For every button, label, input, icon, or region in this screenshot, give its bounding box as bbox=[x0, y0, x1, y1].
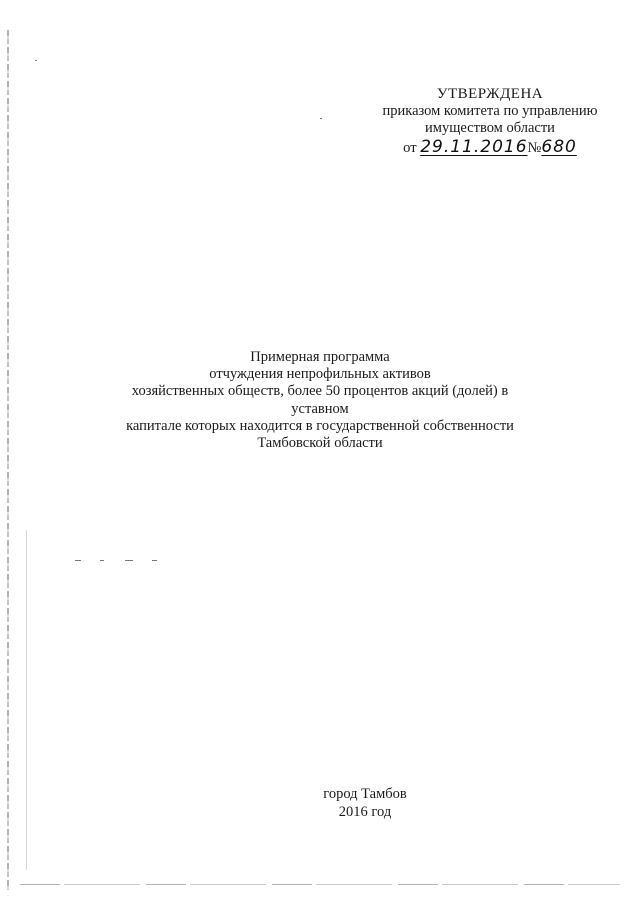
approval-authority-line: имуществом области bbox=[425, 120, 555, 136]
scan-speck bbox=[152, 560, 157, 561]
approval-authority-line: приказом комитета по управлению bbox=[382, 103, 598, 119]
program-title-line: Тамбовской области bbox=[257, 435, 383, 452]
scan-edge-artifact bbox=[20, 884, 620, 885]
program-title-line: отчуждения непрофильных активов bbox=[209, 366, 431, 383]
document-footer bbox=[270, 785, 460, 821]
approval-date-prefix: от bbox=[403, 140, 417, 156]
footer-city: город Тамбов bbox=[323, 786, 407, 802]
scan-edge-artifact bbox=[7, 30, 9, 890]
approval-date-row bbox=[370, 139, 610, 157]
approval-stamp-block bbox=[370, 86, 610, 157]
approval-number-sign: № bbox=[527, 140, 542, 156]
program-title-line: капитале которых находится в государственной собственности bbox=[126, 417, 514, 434]
scan-edge-artifact bbox=[26, 530, 27, 870]
scan-speck bbox=[125, 560, 133, 561]
approval-title: УТВЕРЖДЕНА bbox=[436, 86, 544, 102]
program-title-line: хозяйственных обществ, более 50 процентов акций (долей) в уставном bbox=[131, 383, 509, 417]
scan-speck bbox=[75, 560, 81, 561]
approval-date-handwritten: 29.11.2016 bbox=[420, 137, 528, 157]
program-title-line: Примерная программа bbox=[250, 349, 390, 365]
approval-number-handwritten: 680 bbox=[541, 137, 577, 157]
scan-speck bbox=[100, 560, 104, 561]
scan-speck bbox=[35, 60, 37, 61]
scan-speck bbox=[320, 118, 322, 119]
footer-year: 2016 год bbox=[338, 804, 392, 820]
program-title-block bbox=[110, 349, 530, 452]
